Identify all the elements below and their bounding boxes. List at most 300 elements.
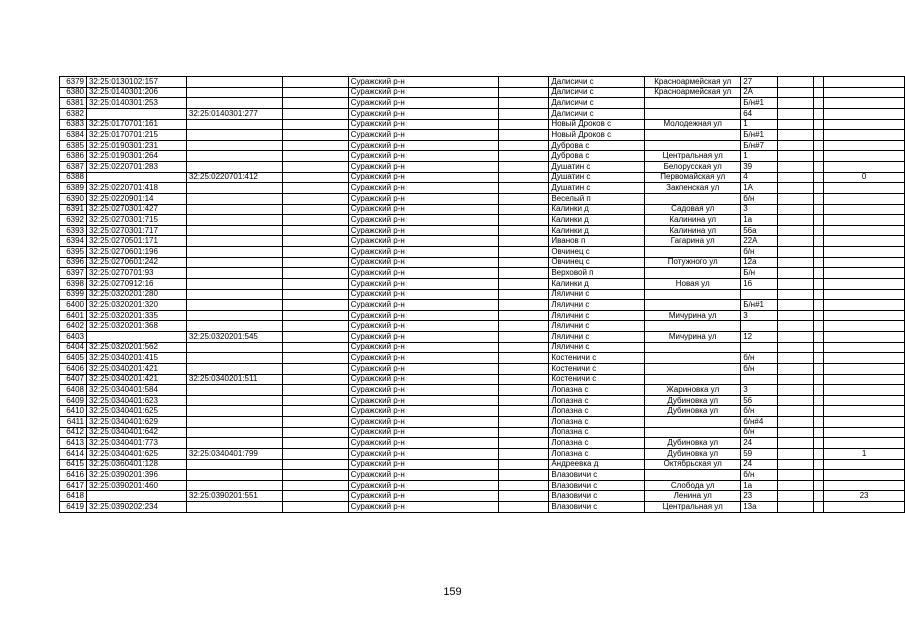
district-cell: Суражский р-н [348, 278, 499, 289]
empty-cell [778, 321, 814, 332]
empty-cell [778, 247, 814, 258]
district-cell: Суражский р-н [348, 140, 499, 151]
street-cell [645, 342, 741, 353]
empty-cell [499, 332, 549, 343]
empty-cell [778, 480, 814, 491]
cadastral-number: 32:25:0340201:421 [86, 363, 186, 374]
street-cell: Дубиновка ул [645, 406, 741, 417]
empty-cell [282, 236, 348, 247]
row-number: 6380 [60, 87, 87, 98]
empty-cell [778, 108, 814, 119]
locality-cell: Андреевка д [549, 459, 645, 470]
locality-cell: Влазовичи с [549, 502, 645, 513]
house-cell: б/н [741, 427, 778, 438]
empty-cell [499, 470, 549, 481]
house-cell: 27 [741, 77, 778, 88]
empty-cell [282, 342, 348, 353]
cadastral-number: 32:25:0270301:717 [86, 225, 186, 236]
cadastral-number: 32:25:0340401:629 [86, 417, 186, 428]
empty-cell [282, 162, 348, 173]
row-number: 6395 [60, 247, 87, 258]
house-cell [741, 342, 778, 353]
empty-cell [282, 278, 348, 289]
empty-cell [282, 183, 348, 194]
row-number: 6386 [60, 151, 87, 162]
empty-cell [499, 374, 549, 385]
locality-cell: Лялични с [549, 332, 645, 343]
value-cell [824, 438, 905, 449]
street-cell: Дубиновка ул [645, 395, 741, 406]
empty-cell [499, 130, 549, 141]
cadastral-number-alt: 32:25:0220701:412 [186, 172, 282, 183]
empty-cell [778, 119, 814, 130]
district-cell: Суражский р-н [348, 353, 499, 364]
table-row [60, 225, 905, 236]
locality-cell: Лопазна с [549, 427, 645, 438]
value-cell [814, 480, 824, 491]
value-cell [824, 257, 905, 268]
table-row [60, 87, 905, 98]
value-cell [824, 162, 905, 173]
row-number: 6385 [60, 140, 87, 151]
district-cell: Суражский р-н [348, 438, 499, 449]
house-cell: б/н#4 [741, 417, 778, 428]
cadastral-number-alt: 32:25:0340201:511 [186, 374, 282, 385]
empty-cell [499, 268, 549, 279]
empty-cell [282, 300, 348, 311]
empty-cell [778, 438, 814, 449]
value-cell [824, 470, 905, 481]
value-cell [824, 289, 905, 300]
house-cell: б/н [741, 470, 778, 481]
cadastral-number-alt [186, 353, 282, 364]
table-row [60, 300, 905, 311]
table-row [60, 193, 905, 204]
district-cell: Суражский р-н [348, 363, 499, 374]
cadastral-number-alt [186, 215, 282, 226]
house-cell [741, 374, 778, 385]
empty-cell [282, 480, 348, 491]
empty-cell [282, 448, 348, 459]
district-cell: Суражский р-н [348, 268, 499, 279]
empty-cell [282, 119, 348, 130]
row-number: 6387 [60, 162, 87, 173]
empty-cell [499, 108, 549, 119]
value-cell: 23 [824, 491, 905, 502]
street-cell: Белорусская ул [645, 162, 741, 173]
value-cell [814, 172, 824, 183]
street-cell: Калинина ул [645, 225, 741, 236]
district-cell: Суражский р-н [348, 395, 499, 406]
empty-cell [778, 151, 814, 162]
street-cell: Центральная ул [645, 151, 741, 162]
cadastral-number-alt [186, 321, 282, 332]
value-cell [824, 119, 905, 130]
row-number: 6393 [60, 225, 87, 236]
district-cell: Суражский р-н [348, 193, 499, 204]
empty-cell [778, 289, 814, 300]
district-cell: Суражский р-н [348, 417, 499, 428]
empty-cell [282, 310, 348, 321]
table-row [60, 108, 905, 119]
house-cell [741, 289, 778, 300]
value-cell [814, 215, 824, 226]
street-cell: Мичурина ул [645, 310, 741, 321]
street-cell: Новая ул [645, 278, 741, 289]
table-row [60, 98, 905, 109]
empty-cell [499, 480, 549, 491]
table-row [60, 289, 905, 300]
cadastral-number-alt [186, 438, 282, 449]
value-cell [814, 225, 824, 236]
value-cell [824, 130, 905, 141]
table-row [60, 140, 905, 151]
house-cell: б/н [741, 353, 778, 364]
table-row [60, 257, 905, 268]
value-cell [824, 385, 905, 396]
row-number: 6416 [60, 470, 87, 481]
cadastral-number: 32:25:0320201:368 [86, 321, 186, 332]
table-row [60, 215, 905, 226]
empty-cell [282, 363, 348, 374]
district-cell: Суражский р-н [348, 427, 499, 438]
locality-cell: Калинки д [549, 225, 645, 236]
empty-cell [282, 459, 348, 470]
district-cell: Суражский р-н [348, 385, 499, 396]
locality-cell: Иванов п [549, 236, 645, 247]
cadastral-number-alt: 32:25:0340401:799 [186, 448, 282, 459]
locality-cell: Душатин с [549, 172, 645, 183]
value-cell [824, 332, 905, 343]
row-number: 6404 [60, 342, 87, 353]
row-number: 6390 [60, 193, 87, 204]
cadastral-number-alt: 32:25:0320201:545 [186, 332, 282, 343]
house-cell: 22А [741, 236, 778, 247]
locality-cell: Лялични с [549, 289, 645, 300]
house-cell: 2А [741, 87, 778, 98]
district-cell: Суражский р-н [348, 119, 499, 130]
row-number: 6384 [60, 130, 87, 141]
house-cell: 1 [741, 119, 778, 130]
locality-cell: Новый Дроков с [549, 130, 645, 141]
empty-cell [778, 332, 814, 343]
locality-cell: Душатин с [549, 183, 645, 194]
empty-cell [499, 278, 549, 289]
street-cell: Мичурина ул [645, 332, 741, 343]
district-cell: Суражский р-н [348, 151, 499, 162]
cadastral-number: 32:25:0340401:642 [86, 427, 186, 438]
street-cell [645, 193, 741, 204]
district-cell: Суражский р-н [348, 480, 499, 491]
district-cell: Суражский р-н [348, 215, 499, 226]
value-cell [824, 193, 905, 204]
empty-cell [499, 427, 549, 438]
empty-cell [778, 77, 814, 88]
value-cell [814, 502, 824, 513]
district-cell: Суражский р-н [348, 162, 499, 173]
empty-cell [499, 236, 549, 247]
value-cell [814, 257, 824, 268]
row-number: 6383 [60, 119, 87, 130]
value-cell [814, 310, 824, 321]
cadastral-number [86, 491, 186, 502]
empty-cell [778, 278, 814, 289]
district-cell: Суражский р-н [348, 332, 499, 343]
district-cell: Суражский р-н [348, 87, 499, 98]
street-cell [645, 130, 741, 141]
value-cell [824, 363, 905, 374]
house-cell: 24 [741, 459, 778, 470]
table-row [60, 438, 905, 449]
cadastral-number: 32:25:0320201:562 [86, 342, 186, 353]
cadastral-number: 32:25:0270601:242 [86, 257, 186, 268]
table-row [60, 491, 905, 502]
row-number: 6379 [60, 77, 87, 88]
locality-cell: Лопазна с [549, 448, 645, 459]
cadastral-number-alt [186, 310, 282, 321]
house-cell: 39 [741, 162, 778, 173]
cadastral-number: 32:25:0340201:421 [86, 374, 186, 385]
locality-cell: Далисичи с [549, 108, 645, 119]
table-row [60, 374, 905, 385]
house-cell: 13а [741, 502, 778, 513]
value-cell [824, 236, 905, 247]
street-cell [645, 98, 741, 109]
value-cell [814, 193, 824, 204]
locality-cell: Далисичи с [549, 98, 645, 109]
empty-cell [282, 502, 348, 513]
empty-cell [778, 417, 814, 428]
street-cell: Дубиновка ул [645, 448, 741, 459]
locality-cell: Лялични с [549, 300, 645, 311]
value-cell [814, 268, 824, 279]
street-cell [645, 108, 741, 119]
row-number: 6382 [60, 108, 87, 119]
house-cell: 1а [741, 480, 778, 491]
cadastral-number: 32:25:0340401:625 [86, 406, 186, 417]
cadastral-number: 32:25:0190301:264 [86, 151, 186, 162]
table-row [60, 77, 905, 88]
street-cell [645, 321, 741, 332]
street-cell [645, 247, 741, 258]
district-cell: Суражский р-н [348, 300, 499, 311]
value-cell: 0 [824, 172, 905, 183]
cadastral-number-alt [186, 417, 282, 428]
value-cell [824, 321, 905, 332]
value-cell [824, 77, 905, 88]
empty-cell [499, 438, 549, 449]
table-row [60, 310, 905, 321]
value-cell [814, 406, 824, 417]
row-number: 6389 [60, 183, 87, 194]
value-cell [814, 363, 824, 374]
value-cell [814, 395, 824, 406]
empty-cell [778, 353, 814, 364]
empty-cell [499, 353, 549, 364]
house-cell: Б/н#1 [741, 300, 778, 311]
registry-body [60, 77, 905, 513]
house-cell: б/н [741, 363, 778, 374]
value-cell [814, 374, 824, 385]
street-cell [645, 470, 741, 481]
house-cell: 64 [741, 108, 778, 119]
locality-cell: Далисичи с [549, 87, 645, 98]
value-cell [824, 300, 905, 311]
value-cell [814, 385, 824, 396]
empty-cell [499, 448, 549, 459]
empty-cell [778, 268, 814, 279]
empty-cell [499, 310, 549, 321]
cadastral-number: 32:25:0270301:427 [86, 204, 186, 215]
cadastral-number-alt [186, 289, 282, 300]
value-cell [824, 140, 905, 151]
row-number: 6405 [60, 353, 87, 364]
value-cell [814, 353, 824, 364]
cadastral-number: 32:25:0340401:584 [86, 385, 186, 396]
cadastral-number: 32:25:0340401:773 [86, 438, 186, 449]
cadastral-number: 32:25:0340401:625 [86, 448, 186, 459]
empty-cell [499, 183, 549, 194]
cadastral-number-alt [186, 342, 282, 353]
cadastral-number-alt [186, 268, 282, 279]
empty-cell [282, 172, 348, 183]
empty-cell [282, 374, 348, 385]
locality-cell: Лопазна с [549, 406, 645, 417]
cadastral-number: 32:25:0140301:253 [86, 98, 186, 109]
district-cell: Суражский р-н [348, 502, 499, 513]
cadastral-number: 32:25:0320201:280 [86, 289, 186, 300]
street-cell: Жариновка ул [645, 385, 741, 396]
empty-cell [778, 363, 814, 374]
empty-cell [282, 417, 348, 428]
house-cell: б/н [741, 193, 778, 204]
empty-cell [499, 363, 549, 374]
empty-cell [778, 342, 814, 353]
empty-cell [282, 385, 348, 396]
cadastral-number-alt [186, 162, 282, 173]
value-cell [824, 395, 905, 406]
street-cell: Октябрьская ул [645, 459, 741, 470]
row-number: 6388 [60, 172, 87, 183]
empty-cell [778, 502, 814, 513]
district-cell: Суражский р-н [348, 108, 499, 119]
cadastral-number: 32:25:0130102:157 [86, 77, 186, 88]
locality-cell: Далисичи с [549, 77, 645, 88]
empty-cell [282, 77, 348, 88]
row-number: 6402 [60, 321, 87, 332]
locality-cell: Лопазна с [549, 417, 645, 428]
table-row [60, 502, 905, 513]
empty-cell [499, 151, 549, 162]
empty-cell [282, 108, 348, 119]
table-row [60, 406, 905, 417]
table-row [60, 321, 905, 332]
cadastral-number-alt [186, 395, 282, 406]
value-cell [814, 332, 824, 343]
locality-cell: Калинки д [549, 278, 645, 289]
district-cell: Суражский р-н [348, 236, 499, 247]
street-cell [645, 427, 741, 438]
row-number: 6412 [60, 427, 87, 438]
cadastral-number-alt: 32:25:0140301:277 [186, 108, 282, 119]
locality-cell: Верховой п [549, 268, 645, 279]
empty-cell [778, 236, 814, 247]
cadastral-number-alt [186, 236, 282, 247]
street-cell: Калинина ул [645, 215, 741, 226]
empty-cell [282, 193, 348, 204]
district-cell: Суражский р-н [348, 257, 499, 268]
empty-cell [282, 395, 348, 406]
row-number: 6415 [60, 459, 87, 470]
district-cell: Суражский р-н [348, 247, 499, 258]
table-row [60, 268, 905, 279]
empty-cell [499, 172, 549, 183]
cadastral-number: 32:25:0170701:161 [86, 119, 186, 130]
empty-cell [778, 140, 814, 151]
value-cell [824, 215, 905, 226]
locality-cell: Калинки д [549, 215, 645, 226]
empty-cell [499, 417, 549, 428]
value-cell [824, 406, 905, 417]
row-number: 6396 [60, 257, 87, 268]
house-cell: 3 [741, 310, 778, 321]
street-cell [645, 289, 741, 300]
district-cell: Суражский р-н [348, 289, 499, 300]
empty-cell [778, 300, 814, 311]
empty-cell [282, 470, 348, 481]
value-cell [814, 108, 824, 119]
row-number: 6419 [60, 502, 87, 513]
cadastral-number: 32:25:0220901:14 [86, 193, 186, 204]
row-number: 6392 [60, 215, 87, 226]
row-number: 6409 [60, 395, 87, 406]
value-cell [824, 278, 905, 289]
row-number: 6398 [60, 278, 87, 289]
row-number: 6411 [60, 417, 87, 428]
empty-cell [282, 87, 348, 98]
value-cell [824, 247, 905, 258]
empty-cell [499, 215, 549, 226]
empty-cell [282, 427, 348, 438]
cadastral-number: 32:25:0340401:623 [86, 395, 186, 406]
empty-cell [499, 502, 549, 513]
locality-cell: Лопазна с [549, 438, 645, 449]
cadastral-number: 32:25:0270301:715 [86, 215, 186, 226]
empty-cell [282, 289, 348, 300]
value-cell [824, 502, 905, 513]
cadastral-number: 32:25:0390201:460 [86, 480, 186, 491]
locality-cell: Влазовичи с [549, 491, 645, 502]
house-cell: 4 [741, 172, 778, 183]
empty-cell [499, 119, 549, 130]
cadastral-number: 32:25:0220701:418 [86, 183, 186, 194]
locality-cell: Лопазна с [549, 385, 645, 396]
district-cell: Суражский р-н [348, 77, 499, 88]
house-cell: 1 [741, 151, 778, 162]
empty-cell [778, 470, 814, 481]
value-cell [814, 183, 824, 194]
cadastral-number: 32:25:0270601:196 [86, 247, 186, 258]
cadastral-number-alt [186, 183, 282, 194]
empty-cell [282, 491, 348, 502]
empty-cell [499, 342, 549, 353]
house-cell: 1а [741, 215, 778, 226]
cadastral-number: 32:25:0170701:215 [86, 130, 186, 141]
table-row [60, 385, 905, 396]
cadastral-number-alt [186, 87, 282, 98]
house-cell: 12а [741, 257, 778, 268]
cadastral-number-alt [186, 427, 282, 438]
